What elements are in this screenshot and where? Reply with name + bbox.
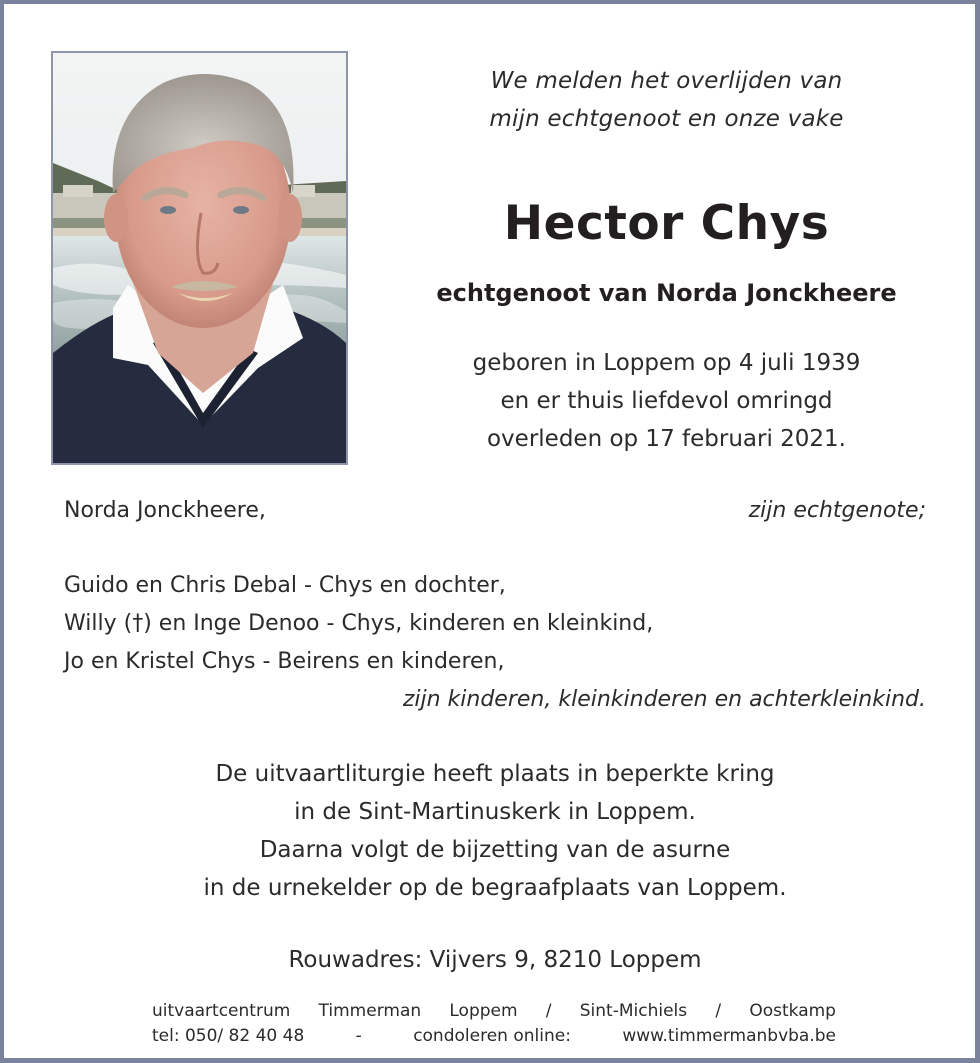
- child-family-line: Willy (†) en Inge Denoo - Chys, kinderen en kleinkind,: [64, 611, 654, 636]
- ceremony-details: [64, 755, 926, 907]
- footer-phone: tel: 050/ 82 40 48: [152, 1026, 305, 1046]
- footer-line-1: [152, 999, 836, 1024]
- family-children: [64, 567, 926, 719]
- birth-line: geboren in Loppem op 4 juli 1939: [472, 350, 861, 376]
- portrait-photo-icon: [53, 53, 346, 463]
- footer-word: /: [545, 1001, 552, 1021]
- ceremony-line-2: in de Sint-Martinuskerk in Loppem.: [294, 799, 696, 825]
- footer-word: Timmerman: [318, 1001, 422, 1021]
- footer-line-2: [152, 1024, 836, 1049]
- death-line: overleden op 17 februari 2021.: [486, 426, 846, 452]
- spouse-line: echtgenoot van Norda Jonckheere: [436, 279, 897, 307]
- footer-word: Oostkamp: [749, 1001, 836, 1021]
- spouse-name: Norda Jonckheere,: [64, 498, 266, 523]
- ceremony-line-3: Daarna volgt de bijzetting van de asurne: [259, 837, 731, 863]
- footer-word: uitvaartcentrum: [152, 1001, 291, 1021]
- ceremony-line-1: De uitvaartliturgie heeft plaats in beperkte kring: [215, 761, 775, 787]
- child-family-line: Jo en Kristel Chys - Beirens en kinderen,: [64, 649, 505, 674]
- portrait-photo: [51, 51, 348, 465]
- child-family-line: Guido en Chris Debal - Chys en dochter,: [64, 573, 506, 598]
- ceremony-line-4: in de urnekelder op de begraafplaats van Loppem.: [203, 875, 787, 901]
- announcement-intro: [384, 62, 949, 138]
- footer-word: Loppem: [449, 1001, 518, 1021]
- deceased-name: Hector Chys: [503, 196, 830, 251]
- footer-word: /: [715, 1001, 722, 1021]
- footer-website-link[interactable]: www.timmermanbvba.be: [622, 1026, 836, 1046]
- footer-condolence-label: condoleren online:: [413, 1026, 571, 1046]
- family-spouse: [64, 492, 926, 530]
- intro-line-2: mijn echtgenoot en onze vake: [489, 106, 844, 132]
- funeral-home-footer: [152, 999, 836, 1049]
- footer-separator: -: [355, 1026, 362, 1046]
- home-line: en er thuis liefdevol omringd: [500, 388, 833, 414]
- spouse-relation: zijn echtgenote;: [748, 498, 926, 523]
- footer-word: Sint-Michiels: [579, 1001, 688, 1021]
- children-relation: zijn kinderen, kleinkinderen en achterkleinkind.: [402, 687, 926, 712]
- life-dates: [384, 344, 949, 458]
- mourning-address: Rouwadres: Vijvers 9, 8210 Loppem: [288, 947, 702, 973]
- intro-line-1: We melden het overlijden van: [490, 68, 843, 94]
